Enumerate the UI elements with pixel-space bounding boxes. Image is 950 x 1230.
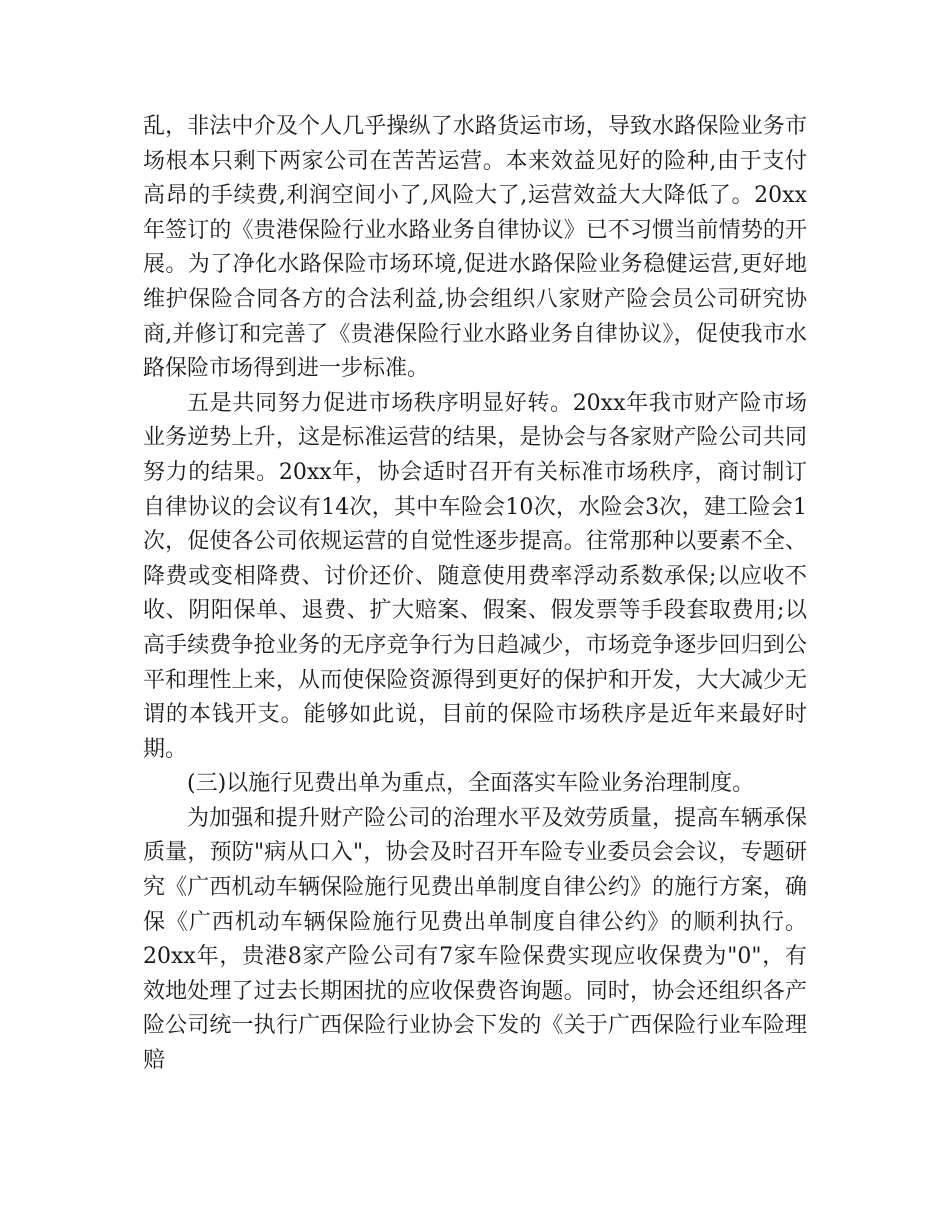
section-heading-three: (三)以施行见费出单为重点，全面落实车险业务治理制度。 xyxy=(187,771,755,797)
paragraph-market-chaos: 乱，非法中介及个人几乎操纵了水路货运市场，导致水路保险业务市场根本只剩下两家公司在苦苦运营。本来效益见好的险种,由于支付高昂的手续费,利润空间小了,风险大了,运营效益大大降低了。20xx年签订的《贵港保险行业水路业务自律协议》已不习惯当前情势的开展。为了净化水路保险市场环境,促进水路保险业务稳健运营,更好地维护保险合同各方的合法利益,协会组织八家财产险会员公司研究协商,并修订和完善了《贵港保险行业水路业务自律协议》，促使我市水路保险市场得到进一步标准。 xyxy=(143,114,807,382)
paragraph-vehicle-insurance: 为加强和提升财产险公司的治理水平及效劳质量，提高车辆承保质量，预防"病从口入"，协会及时召开车险专业委员会会议，专题研究《广西机动车辆保险施行见费出单制度自律公约》的施行方案，确保《广西机动车辆保险施行见费出单制度自律公约》的顺利执行。20xx年，贵港8家产险公司有7家车险保费实现应收保费为"0"，有效地处理了过去长期困扰的应收保费咨询题。同时，协会还组织各产险公司统一执行广西保险行业协会下发的《关于广西保险行业车险理赔 xyxy=(143,805,807,1074)
paragraph-market-order: 五是共同努力促进市场秩序明显好转。20xx年我市财产险市场业务逆势上升，这是标准运营的结果，是协会与各家财产险公司共同努力的结果。20xx年，协会适时召开有关标准市场秩序，商讨制订自律协议的会议有14次，其中车险会10次，水险会3次，建工险会1次，促使各公司依规运营的自觉性逐步提高。往常那种以要素不全、降费或变相降费、讨价还价、随意使用费率浮动系数承保;以应收不收、阴阳保单、退费、扩大赔案、假案、假发票等手段套取费用;以高手续费争抢业务的无序竞争行为日趋减少，市场竞争逐步回归到公平和理性上来，从而使保险资源得到更好的保护和开发，大大减少无谓的本钱开支。能够如此说，目前的保险市场秩序是近年来最好时期。 xyxy=(143,390,807,762)
document-page xyxy=(143,110,807,1079)
